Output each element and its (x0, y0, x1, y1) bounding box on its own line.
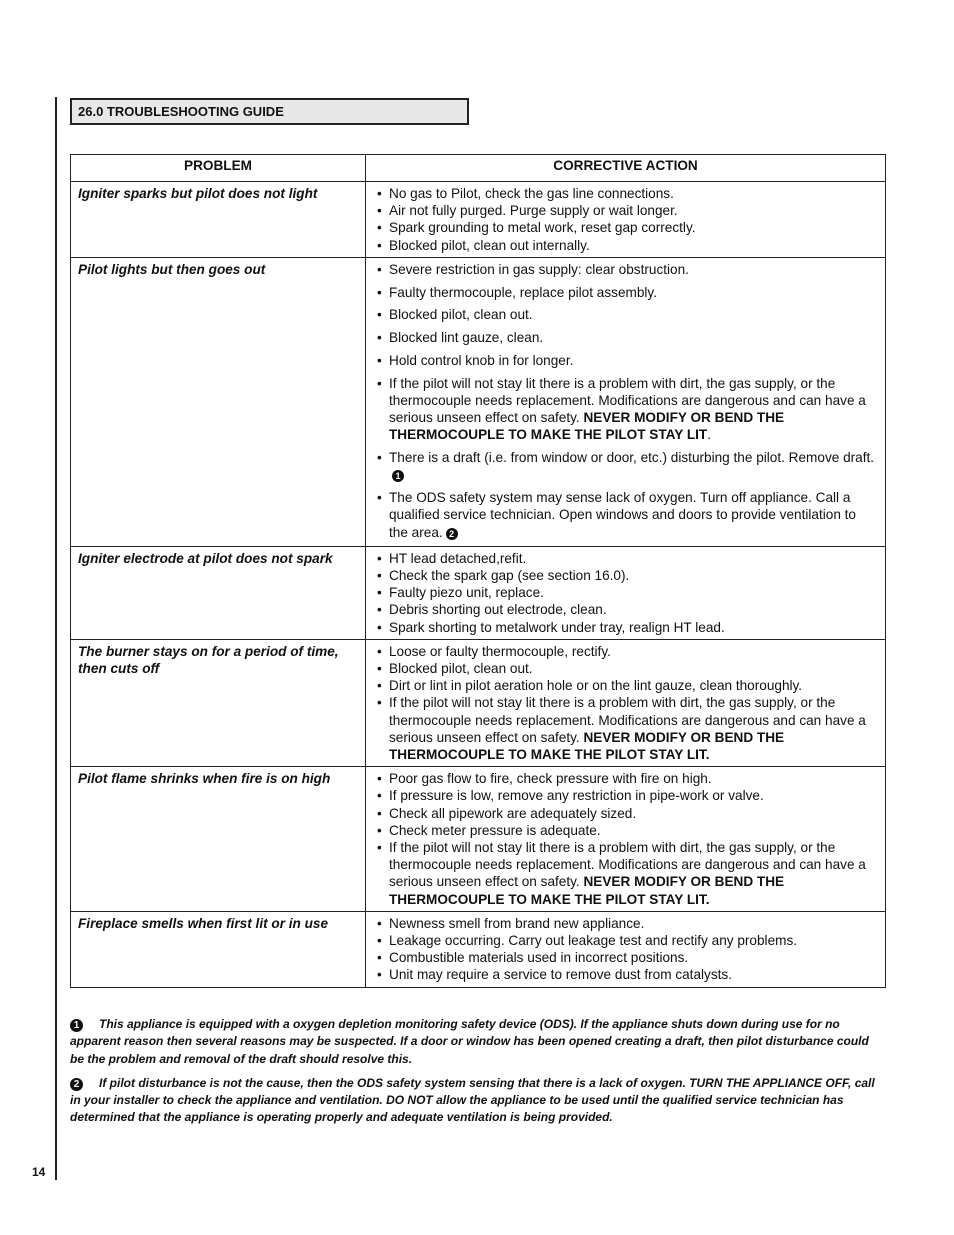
action-text: HT lead detached,refit. (389, 550, 527, 566)
action-text: Debris shorting out electrode, clean. (389, 602, 607, 618)
problem-cell: Igniter electrode at pilot does not spark (71, 546, 366, 639)
corrective-action-cell (366, 767, 886, 912)
action-item (377, 643, 877, 660)
problem-cell: Pilot flame shrinks when fire is on high (71, 767, 366, 912)
action-item (377, 550, 877, 567)
action-column-header: CORRECTIVE ACTION (366, 155, 886, 182)
action-list (377, 915, 877, 984)
action-item (377, 677, 877, 694)
action-item (377, 449, 877, 483)
action-item (377, 202, 877, 219)
problem-cell: Pilot lights but then goes out (71, 257, 366, 546)
table-row (71, 639, 886, 766)
footnote-marker-icon: 1 (392, 470, 404, 482)
action-text: Faulty piezo unit, replace. (389, 585, 544, 601)
footnote-marker-icon: 1 (70, 1019, 83, 1032)
action-item (377, 306, 877, 323)
action-list (377, 550, 877, 636)
action-item (377, 237, 877, 254)
action-item (377, 915, 877, 932)
problem-cell: Fireplace smells when first lit or in use (71, 911, 366, 987)
action-item (377, 601, 877, 618)
action-item (377, 185, 877, 202)
table-row (71, 182, 886, 258)
action-text: The ODS safety system may sense lack of oxygen. Turn off appliance. Call a qualified service technician. Open windows and doors to provide ventilation to the area. (389, 490, 856, 540)
action-text: Check meter pressure is adequate. (389, 822, 601, 838)
corrective-action-cell (366, 182, 886, 258)
action-text: Air not fully purged. Purge supply or wait longer. (389, 203, 678, 219)
action-text: Blocked lint gauze, clean. (389, 330, 544, 346)
action-text: Severe restriction in gas supply: clear obstruction. (389, 261, 689, 277)
action-text: Check all pipework are adequately sized. (389, 805, 637, 821)
action-item (377, 787, 877, 804)
action-text: Loose or faulty thermocouple, rectify. (389, 643, 611, 659)
footnote-text: If pilot disturbance is not the cause, then the ODS safety system sensing that there is a lack of oxygen. TURN THE APPLIANCE OFF, call in your installer to check the appliance and ventilation. DO NOT allow the appliance to be used until the qualified service technician has determined that the appliance is operating properly and adequate ventilation is being provided. (70, 1075, 875, 1125)
action-text: If pressure is low, remove any restriction in pipe-work or valve. (389, 788, 764, 804)
action-item (377, 261, 877, 278)
action-item (377, 694, 877, 763)
table-body (71, 182, 886, 988)
footnote-marker-icon: 2 (70, 1078, 83, 1091)
action-list (377, 261, 877, 541)
action-item (377, 660, 877, 677)
safety-warning: NEVER MODIFY OR BEND THE THERMOCOUPLE TO MAKE THE PILOT STAY LIT. (389, 874, 785, 907)
action-item (377, 352, 877, 369)
action-text: Leakage occurring. Carry out leakage test and rectify any problems. (389, 933, 798, 949)
action-item (377, 284, 877, 301)
action-item (377, 839, 877, 908)
action-text: There is a draft (i.e. from window or door, etc.) disturbing the pilot. Remove draft. (389, 450, 875, 466)
safety-warning: NEVER MODIFY OR BEND THE THERMOCOUPLE TO MAKE THE PILOT STAY LIT. (389, 729, 785, 763)
action-text: Faulty thermocouple, replace pilot assembly. (389, 284, 657, 300)
corrective-action-cell (366, 911, 886, 987)
action-text: Combustible materials used in incorrect positions. (389, 950, 689, 966)
action-text-tail: . (707, 427, 711, 443)
action-list (377, 185, 877, 254)
footnotes (70, 1016, 886, 1134)
page-number: 14 (32, 1165, 46, 1179)
action-item (377, 805, 877, 822)
action-item (377, 567, 877, 584)
problem-cell: Igniter sparks but pilot does not light (71, 182, 366, 258)
footnote (70, 1075, 886, 1127)
action-item (377, 375, 877, 444)
table-row (71, 546, 886, 639)
corrective-action-cell (366, 546, 886, 639)
action-list (377, 643, 877, 763)
table-row (71, 767, 886, 912)
corrective-action-cell (366, 639, 886, 766)
footnote-marker-icon: 2 (446, 528, 458, 540)
action-text: Blocked pilot, clean out. (389, 661, 533, 677)
action-text: Check the spark gap (see section 16.0). (389, 568, 630, 584)
action-list (377, 770, 877, 908)
section-title: 26.0 TROUBLESHOOTING GUIDE (70, 98, 469, 125)
problem-cell: The burner stays on for a period of time, then cuts off (71, 639, 366, 766)
action-text: Blocked pilot, clean out. (389, 307, 533, 323)
footnote-text: This appliance is equipped with a oxygen depletion monitoring safety device (ODS). If the appliance shuts down during use for no apparent reason then several reasons may be suspected. If a door or window has been opened creating a draft, then pilot disturbance could be the problem and removal of the draft should resolve this. (70, 1017, 869, 1066)
troubleshooting-table (70, 154, 886, 988)
action-item (377, 822, 877, 839)
margin-rule (55, 97, 57, 1180)
action-item (377, 949, 877, 966)
action-item (377, 489, 877, 541)
problem-column-header: PROBLEM (71, 155, 366, 182)
safety-warning: NEVER MODIFY OR BEND THE THERMOCOUPLE TO MAKE THE PILOT STAY LIT (389, 410, 785, 443)
action-text: Unit may require a service to remove dust from catalysts. (389, 967, 732, 983)
action-item (377, 584, 877, 601)
action-text: Blocked pilot, clean out internally. (389, 237, 590, 253)
footnote (70, 1016, 886, 1068)
action-item (377, 619, 877, 636)
action-item (377, 966, 877, 983)
action-text: Spark shorting to metalwork under tray, realign HT lead. (389, 619, 725, 635)
action-text: If the pilot will not stay lit there is a problem with dirt, the gas supply, or the thermocouple needs replacement. Modifications are dangerous and can have a serious unseen effect on safety. (389, 695, 866, 745)
action-item (377, 770, 877, 787)
table-header-row (71, 155, 886, 182)
action-text: Poor gas flow to fire, check pressure with fire on high. (389, 771, 712, 787)
action-text: Newness smell from brand new appliance. (389, 915, 645, 931)
corrective-action-cell (366, 257, 886, 546)
action-item (377, 219, 877, 236)
action-text: Hold control knob in for longer. (389, 353, 574, 368)
action-text: If the pilot will not stay lit there is a problem with dirt, the gas supply, or the thermocouple needs replacement. Modifications are dangerous and can have a serious unseen effect on safety. (389, 840, 866, 890)
action-item (377, 329, 877, 346)
table-row (71, 257, 886, 546)
action-text: No gas to Pilot, check the gas line connections. (389, 186, 674, 201)
table-row (71, 911, 886, 987)
action-text: Dirt or lint in pilot aeration hole or on the lint gauze, clean thoroughly. (389, 678, 803, 694)
action-text: If the pilot will not stay lit there is a problem with dirt, the gas supply, or the thermocouple needs replacement. Modifications are dangerous and can have a serious unseen effect on safety. (389, 375, 866, 426)
action-text: Spark grounding to metal work, reset gap correctly. (389, 220, 696, 236)
action-item (377, 932, 877, 949)
